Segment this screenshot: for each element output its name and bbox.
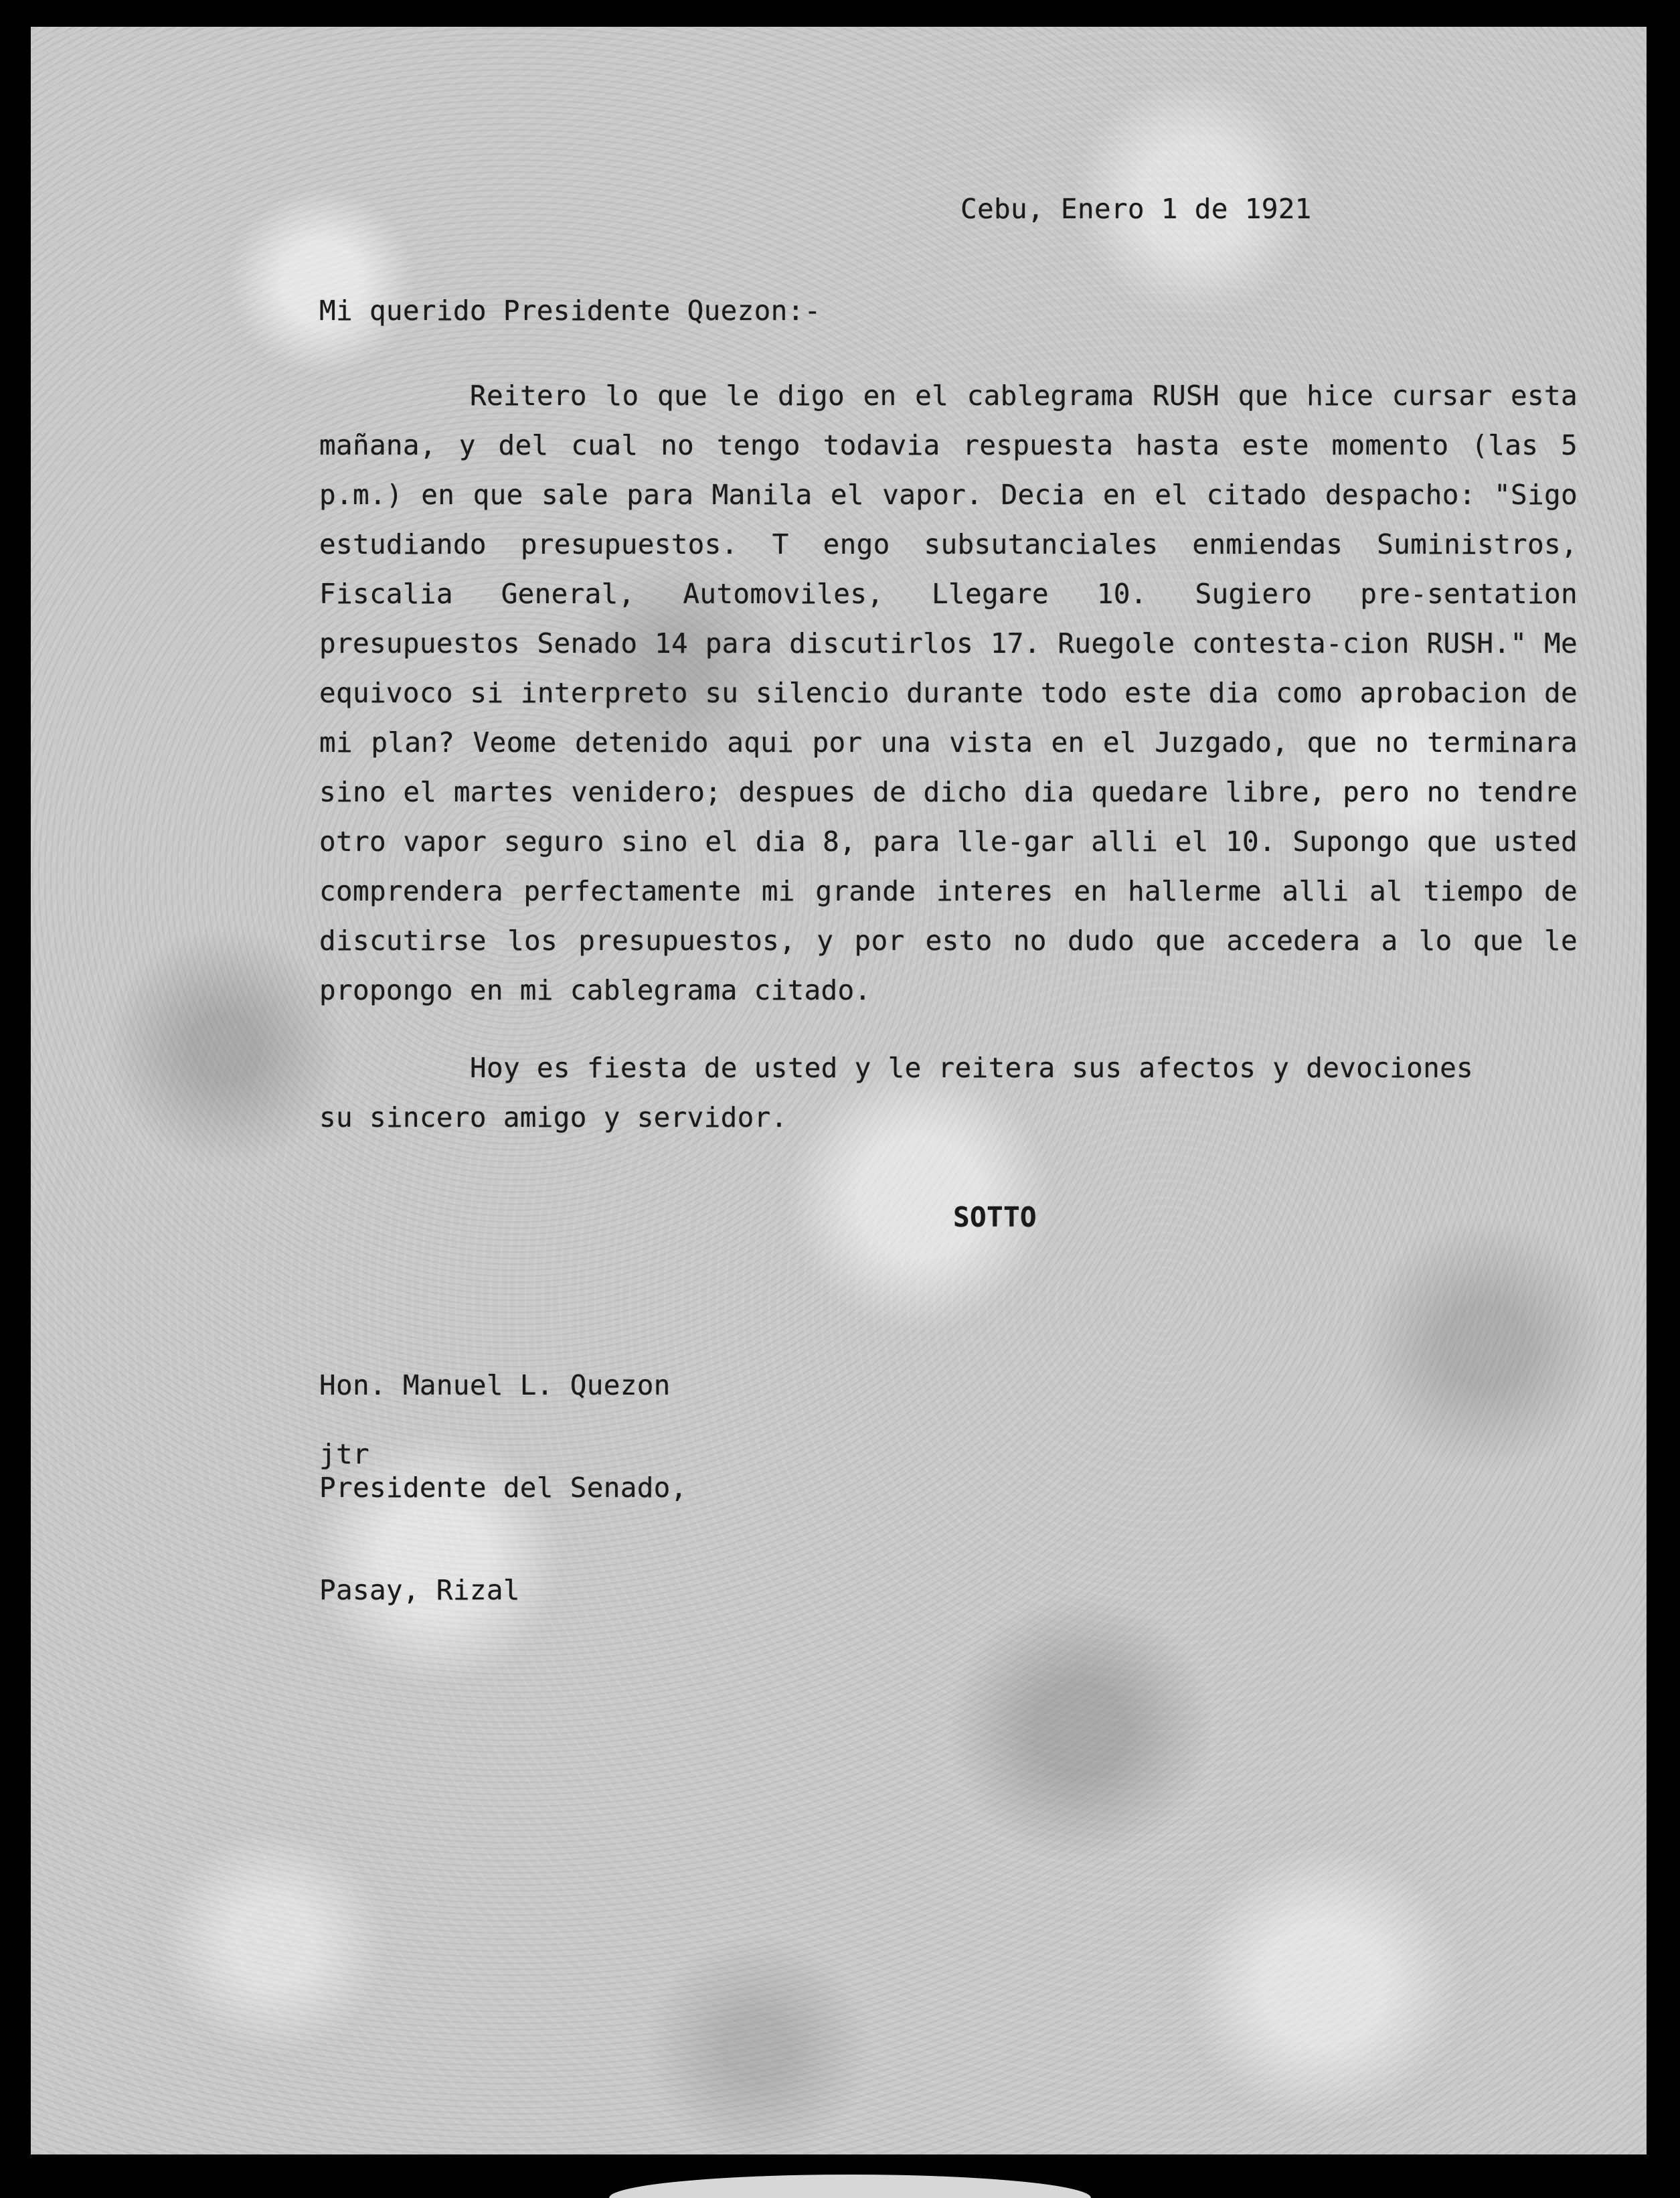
addressee-title: Presidente del Senado, bbox=[319, 1472, 687, 1504]
typist-initials: jtr bbox=[319, 1438, 369, 1470]
next-page-edge bbox=[609, 2175, 1091, 2198]
signature: SOTTO bbox=[953, 1201, 1037, 1233]
scan-border bbox=[31, 2154, 1647, 2169]
salutation: Mi querido Presidente Quezon:- bbox=[319, 295, 821, 327]
addressee-block bbox=[319, 1300, 687, 1676]
addressee-location: Pasay, Rizal bbox=[319, 1574, 520, 1606]
dateline: Cebu, Enero 1 de 1921 bbox=[960, 193, 1312, 225]
body-paragraph: Reitero lo que le digo en el cablegrama RUSH que hice cursar esta mañana, y del cual no tengo todavia respuesta hasta este momento (las 5 p.m.) en que sale para Manila el vapor. Decia en el citado despacho: "Sigo estudiando presupuestos. T engo subsutanciales enmiendas Suministros, Fiscalia General, Automoviles, Llegare 10. Sugiero pre-sentation presupuestos Senado 14 para discutirlos 17. Ruegole contesta-cion RUSH." Me equivoco si interpreto su silencio durante todo este dia como aprobacion de mi plan? Veome detenido aqui por una vista en el Juzgado, que no terminara sino el martes venidero; despues de dicho dia quedare libre, pero no tendre otro vapor seguro sino el dia 8, para lle-gar alli el 10. Supongo que usted comprendera perfectamente mi grande interes en hallerme alli al tiempo de discutirse los presupuestos, y por esto no dudo que accedera a lo que le propongo en mi cablegrama citado. bbox=[319, 380, 1578, 1006]
closing-paragraph: Hoy es fiesta de usted y le reitera sus afectos y devociones su sincero amigo y servidor. bbox=[319, 1052, 1474, 1133]
addressee-name: Hon. Manuel L. Quezon bbox=[319, 1369, 671, 1401]
